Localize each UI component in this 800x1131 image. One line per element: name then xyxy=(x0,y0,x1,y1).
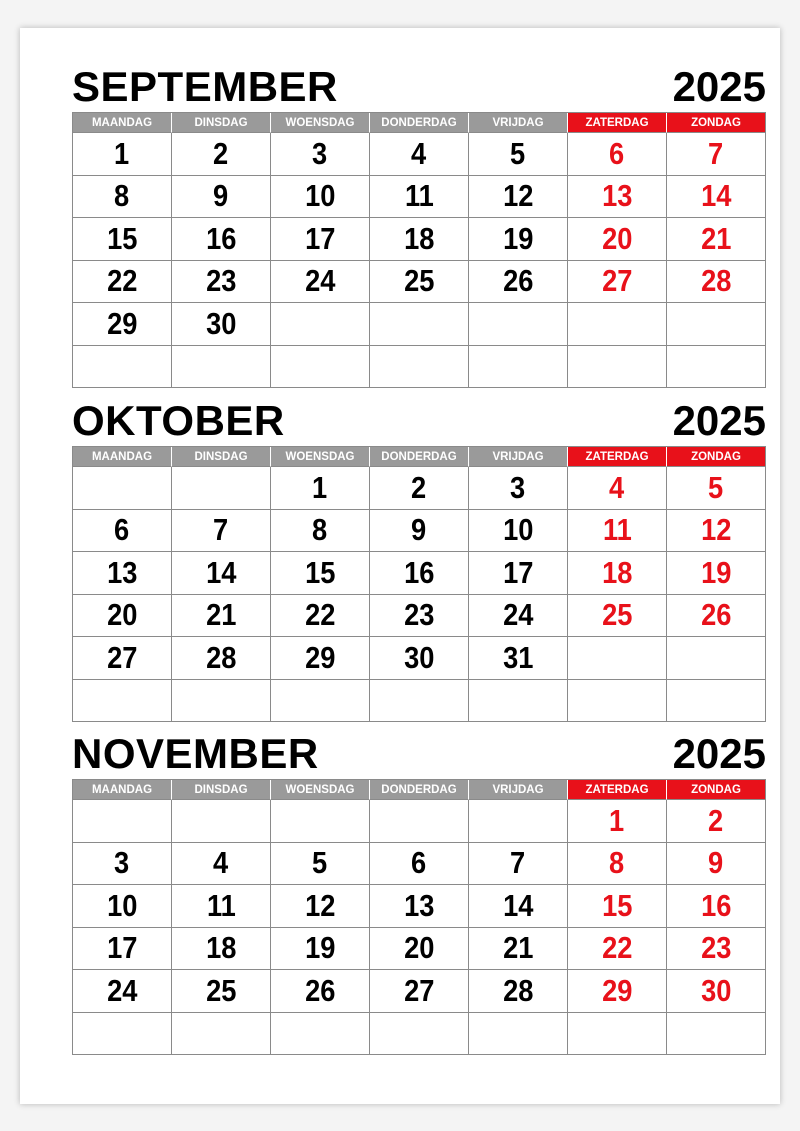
day-number: 3 xyxy=(312,135,328,171)
day-cell xyxy=(271,843,370,886)
day-cell xyxy=(370,595,469,638)
day-cell xyxy=(370,928,469,971)
day-number: 19 xyxy=(304,930,336,966)
month-name: OKTOBER xyxy=(72,397,285,444)
day-cell xyxy=(568,552,667,595)
day-cell xyxy=(73,510,172,553)
day-cell xyxy=(469,218,568,261)
day-cell xyxy=(271,800,370,843)
day-number: 24 xyxy=(304,263,336,299)
day-cell xyxy=(172,595,271,638)
day-cell xyxy=(469,346,568,389)
day-number: 3 xyxy=(114,845,130,881)
day-cell xyxy=(172,843,271,886)
day-number: 19 xyxy=(502,220,534,256)
day-number: 29 xyxy=(106,305,138,341)
day-cell xyxy=(370,303,469,346)
day-cell xyxy=(568,510,667,553)
day-number: 16 xyxy=(700,887,732,923)
day-number: 20 xyxy=(106,597,138,633)
day-cell xyxy=(667,346,766,389)
day-number: 10 xyxy=(106,887,138,923)
day-number: 14 xyxy=(205,554,237,590)
day-cell xyxy=(172,928,271,971)
day-cell xyxy=(469,1013,568,1056)
day-cell xyxy=(73,1013,172,1056)
day-cell xyxy=(469,133,568,176)
day-cell xyxy=(271,510,370,553)
day-cell xyxy=(73,552,172,595)
day-number: 17 xyxy=(502,554,534,590)
weekday-header: MAANDAG xyxy=(73,780,172,800)
weekday-header: MAANDAG xyxy=(73,113,172,133)
day-number: 28 xyxy=(205,639,237,675)
day-cell xyxy=(370,800,469,843)
month-grid xyxy=(72,112,766,388)
day-cell xyxy=(667,303,766,346)
day-cell xyxy=(370,176,469,219)
day-number: 17 xyxy=(106,930,138,966)
weekday-header: DONDERDAG xyxy=(370,113,469,133)
weekday-header: DONDERDAG xyxy=(370,447,469,467)
day-number: 5 xyxy=(510,135,526,171)
day-cell xyxy=(370,970,469,1013)
day-cell xyxy=(667,133,766,176)
day-cell xyxy=(271,970,370,1013)
month-grid xyxy=(72,446,766,722)
day-cell xyxy=(469,303,568,346)
weekday-header: ZATERDAG xyxy=(568,447,667,467)
day-cell xyxy=(667,176,766,219)
day-number: 13 xyxy=(601,178,633,214)
day-number: 6 xyxy=(411,845,427,881)
day-cell xyxy=(271,1013,370,1056)
weekday-header: WOENSDAG xyxy=(271,447,370,467)
weekday-header: VRIJDAG xyxy=(469,780,568,800)
day-number: 8 xyxy=(609,845,625,881)
month-year: 2025 xyxy=(672,730,766,777)
day-cell xyxy=(667,218,766,261)
day-cell xyxy=(568,1013,667,1056)
day-number: 24 xyxy=(106,972,138,1008)
day-cell xyxy=(73,467,172,510)
day-cell xyxy=(568,346,667,389)
day-cell xyxy=(469,510,568,553)
month-name: NOVEMBER xyxy=(72,730,319,777)
day-cell xyxy=(73,928,172,971)
day-number: 1 xyxy=(312,469,328,505)
day-number: 21 xyxy=(700,220,732,256)
day-cell xyxy=(568,261,667,304)
day-cell xyxy=(667,1013,766,1056)
day-number: 15 xyxy=(601,887,633,923)
day-cell xyxy=(271,303,370,346)
day-number: 29 xyxy=(601,972,633,1008)
day-number: 30 xyxy=(700,972,732,1008)
day-cell xyxy=(469,176,568,219)
day-cell xyxy=(370,885,469,928)
day-cell xyxy=(469,637,568,680)
day-cell xyxy=(667,843,766,886)
day-cell xyxy=(271,928,370,971)
day-cell xyxy=(469,680,568,723)
day-cell xyxy=(667,510,766,553)
day-cell xyxy=(172,510,271,553)
day-number: 22 xyxy=(304,597,336,633)
day-cell xyxy=(271,467,370,510)
day-number: 25 xyxy=(601,597,633,633)
day-number: 25 xyxy=(205,972,237,1008)
day-number: 11 xyxy=(602,512,632,548)
day-number: 14 xyxy=(502,887,534,923)
day-cell xyxy=(370,218,469,261)
weekday-header: DONDERDAG xyxy=(370,780,469,800)
day-number: 23 xyxy=(205,263,237,299)
day-number: 8 xyxy=(114,178,130,214)
weekday-header: ZATERDAG xyxy=(568,113,667,133)
day-cell xyxy=(568,843,667,886)
day-cell xyxy=(73,176,172,219)
day-number: 25 xyxy=(403,263,435,299)
day-number: 23 xyxy=(403,597,435,633)
day-cell xyxy=(568,885,667,928)
day-cell xyxy=(469,261,568,304)
day-cell xyxy=(370,637,469,680)
day-number: 15 xyxy=(304,554,336,590)
day-cell xyxy=(73,970,172,1013)
day-number: 7 xyxy=(708,135,724,171)
day-number: 11 xyxy=(206,887,236,923)
month-september xyxy=(72,64,766,388)
day-number: 30 xyxy=(403,639,435,675)
day-cell xyxy=(73,637,172,680)
day-cell xyxy=(667,261,766,304)
day-cell xyxy=(469,928,568,971)
day-number: 26 xyxy=(502,263,534,299)
day-cell xyxy=(73,680,172,723)
day-cell xyxy=(271,637,370,680)
day-cell xyxy=(172,176,271,219)
day-number: 2 xyxy=(213,135,229,171)
day-number: 21 xyxy=(205,597,237,633)
day-cell xyxy=(73,303,172,346)
day-number: 10 xyxy=(502,512,534,548)
day-cell xyxy=(271,176,370,219)
weekday-header: VRIJDAG xyxy=(469,113,568,133)
day-number: 27 xyxy=(403,972,435,1008)
weekday-header: DINSDAG xyxy=(172,447,271,467)
day-cell xyxy=(469,595,568,638)
day-number: 16 xyxy=(205,220,237,256)
day-cell xyxy=(667,595,766,638)
day-number: 18 xyxy=(601,554,633,590)
day-number: 31 xyxy=(502,639,534,675)
day-cell xyxy=(370,133,469,176)
day-number: 7 xyxy=(510,845,526,881)
day-cell xyxy=(568,970,667,1013)
day-number: 4 xyxy=(411,135,427,171)
day-number: 27 xyxy=(106,639,138,675)
day-cell xyxy=(469,843,568,886)
day-cell xyxy=(172,346,271,389)
day-cell xyxy=(469,800,568,843)
day-cell xyxy=(667,637,766,680)
weekday-header: ZONDAG xyxy=(667,113,766,133)
day-number: 6 xyxy=(609,135,625,171)
day-number: 1 xyxy=(609,802,625,838)
day-number: 18 xyxy=(403,220,435,256)
day-cell xyxy=(667,928,766,971)
day-cell xyxy=(667,885,766,928)
day-number: 9 xyxy=(411,512,427,548)
day-cell xyxy=(271,552,370,595)
day-number: 12 xyxy=(502,178,534,214)
day-number: 30 xyxy=(205,305,237,341)
day-number: 22 xyxy=(106,263,138,299)
day-cell xyxy=(73,133,172,176)
day-cell xyxy=(568,133,667,176)
day-cell xyxy=(469,970,568,1013)
day-cell xyxy=(172,303,271,346)
weekday-header: WOENSDAG xyxy=(271,780,370,800)
day-cell xyxy=(469,885,568,928)
day-cell xyxy=(73,843,172,886)
day-number: 9 xyxy=(213,178,229,214)
month-grid xyxy=(72,779,766,1055)
day-cell xyxy=(568,176,667,219)
day-cell xyxy=(172,218,271,261)
day-cell xyxy=(271,261,370,304)
day-number: 17 xyxy=(304,220,336,256)
day-number: 11 xyxy=(404,178,434,214)
weekday-header: ZONDAG xyxy=(667,447,766,467)
day-number: 28 xyxy=(502,972,534,1008)
day-number: 20 xyxy=(403,930,435,966)
day-number: 5 xyxy=(312,845,328,881)
day-number: 6 xyxy=(114,512,130,548)
day-number: 8 xyxy=(312,512,328,548)
day-number: 18 xyxy=(205,930,237,966)
day-number: 26 xyxy=(700,597,732,633)
day-cell xyxy=(568,928,667,971)
day-cell xyxy=(667,467,766,510)
day-number: 12 xyxy=(304,887,336,923)
day-cell xyxy=(271,133,370,176)
day-number: 26 xyxy=(304,972,336,1008)
day-cell xyxy=(172,637,271,680)
day-number: 9 xyxy=(708,845,724,881)
day-number: 14 xyxy=(700,178,732,214)
day-number: 27 xyxy=(601,263,633,299)
day-cell xyxy=(370,680,469,723)
day-cell xyxy=(568,595,667,638)
day-number: 24 xyxy=(502,597,534,633)
day-cell xyxy=(370,261,469,304)
day-cell xyxy=(271,680,370,723)
day-number: 23 xyxy=(700,930,732,966)
day-number: 19 xyxy=(700,554,732,590)
day-cell xyxy=(73,346,172,389)
day-number: 15 xyxy=(106,220,138,256)
day-cell xyxy=(271,218,370,261)
day-cell xyxy=(172,552,271,595)
day-cell xyxy=(271,595,370,638)
day-cell xyxy=(667,552,766,595)
day-cell xyxy=(667,680,766,723)
day-cell xyxy=(172,261,271,304)
day-number: 10 xyxy=(304,178,336,214)
day-cell xyxy=(172,800,271,843)
day-cell xyxy=(172,1013,271,1056)
day-number: 20 xyxy=(601,220,633,256)
day-cell xyxy=(370,552,469,595)
day-cell xyxy=(370,510,469,553)
day-cell xyxy=(469,467,568,510)
day-cell xyxy=(172,680,271,723)
day-cell xyxy=(73,885,172,928)
month-oktober xyxy=(72,398,766,722)
day-number: 16 xyxy=(403,554,435,590)
month-name: SEPTEMBER xyxy=(72,63,338,110)
day-cell xyxy=(667,970,766,1013)
day-cell xyxy=(370,1013,469,1056)
day-number: 22 xyxy=(601,930,633,966)
day-cell xyxy=(172,467,271,510)
day-cell xyxy=(568,467,667,510)
day-number: 29 xyxy=(304,639,336,675)
day-number: 3 xyxy=(510,469,526,505)
day-cell xyxy=(172,970,271,1013)
day-number: 5 xyxy=(708,469,724,505)
day-cell xyxy=(370,843,469,886)
day-number: 28 xyxy=(700,263,732,299)
day-cell xyxy=(271,885,370,928)
day-number: 7 xyxy=(213,512,229,548)
weekday-header: ZATERDAG xyxy=(568,780,667,800)
weekday-header: DINSDAG xyxy=(172,113,271,133)
day-cell xyxy=(568,680,667,723)
day-cell xyxy=(568,800,667,843)
day-number: 21 xyxy=(502,930,534,966)
month-header xyxy=(72,731,766,779)
weekday-header: MAANDAG xyxy=(73,447,172,467)
day-number: 4 xyxy=(609,469,625,505)
month-year: 2025 xyxy=(672,397,766,444)
day-cell xyxy=(667,800,766,843)
day-number: 2 xyxy=(411,469,427,505)
month-header xyxy=(72,64,766,112)
month-november xyxy=(72,731,766,1055)
day-number: 13 xyxy=(106,554,138,590)
weekday-header: ZONDAG xyxy=(667,780,766,800)
day-cell xyxy=(271,346,370,389)
day-cell xyxy=(172,133,271,176)
day-cell xyxy=(73,261,172,304)
month-year: 2025 xyxy=(672,63,766,110)
calendar-sheet xyxy=(20,28,780,1104)
month-header xyxy=(72,398,766,446)
day-cell xyxy=(568,303,667,346)
day-number: 4 xyxy=(213,845,229,881)
day-cell xyxy=(172,885,271,928)
weekday-header: DINSDAG xyxy=(172,780,271,800)
weekday-header: VRIJDAG xyxy=(469,447,568,467)
day-number: 2 xyxy=(708,802,724,838)
day-cell xyxy=(568,218,667,261)
day-cell xyxy=(469,552,568,595)
day-cell xyxy=(568,637,667,680)
day-cell xyxy=(73,218,172,261)
day-number: 1 xyxy=(114,135,130,171)
day-number: 13 xyxy=(403,887,435,923)
day-cell xyxy=(370,346,469,389)
day-cell xyxy=(73,800,172,843)
day-cell xyxy=(73,595,172,638)
weekday-header: WOENSDAG xyxy=(271,113,370,133)
day-cell xyxy=(370,467,469,510)
day-number: 12 xyxy=(700,512,732,548)
